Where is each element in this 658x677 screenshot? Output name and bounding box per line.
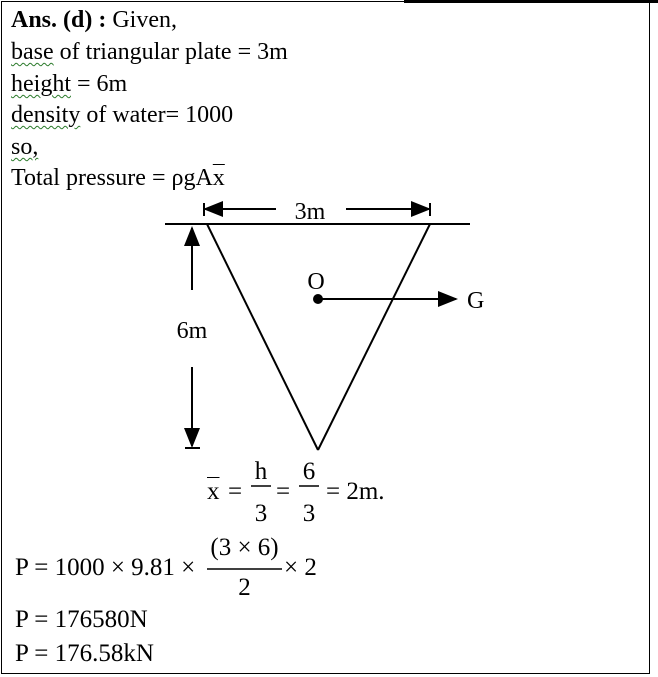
xbar-symbol: $\overline{x}$: [212, 165, 225, 191]
answer-heading: Ans. (d) :: [11, 7, 107, 33]
height-word: height: [11, 71, 71, 97]
xbar-eq-lhs: $\overline{x}$: [207, 478, 220, 505]
density-value: of water= 1000: [80, 102, 234, 128]
point-g-label: G: [467, 288, 485, 314]
xbar-eq-den-3b: 3: [302, 500, 316, 527]
result-kilonewton: P = 176.58kN: [15, 640, 154, 667]
height-value: = 6m: [71, 71, 128, 97]
xbar-eq-equals-2: =: [276, 478, 291, 505]
given-label: Given,: [106, 7, 177, 33]
total-pressure-label: Total pressure = ρgA: [11, 165, 213, 191]
p-eq-tail: × 2: [284, 554, 317, 581]
point-o-label: O: [307, 269, 325, 295]
triangle-left-side: [207, 224, 318, 450]
base-word: base: [11, 39, 54, 65]
p-eq-denominator: 2: [238, 574, 251, 601]
density-word: density: [11, 102, 81, 128]
xbar-eq-result: = 2m.: [326, 478, 385, 505]
xbar-eq-den-3a: 3: [254, 500, 268, 527]
xbar-eq-equals-1: =: [228, 478, 243, 505]
base-value: of triangular plate = 3m: [53, 39, 288, 65]
p-eq-lead: P = 1000 × 9.81 ×: [15, 554, 196, 581]
so-word: so,: [11, 134, 39, 160]
triangle-right-side: [318, 224, 430, 450]
p-eq-numerator: (3 × 6): [210, 534, 279, 561]
height-dim-label: 6m: [176, 318, 208, 344]
base-dim-label: 3m: [294, 199, 326, 225]
xbar-eq-num-h: h: [254, 458, 268, 485]
result-newton: P = 176580N: [15, 606, 148, 633]
xbar-eq-num-6: 6: [302, 458, 316, 485]
